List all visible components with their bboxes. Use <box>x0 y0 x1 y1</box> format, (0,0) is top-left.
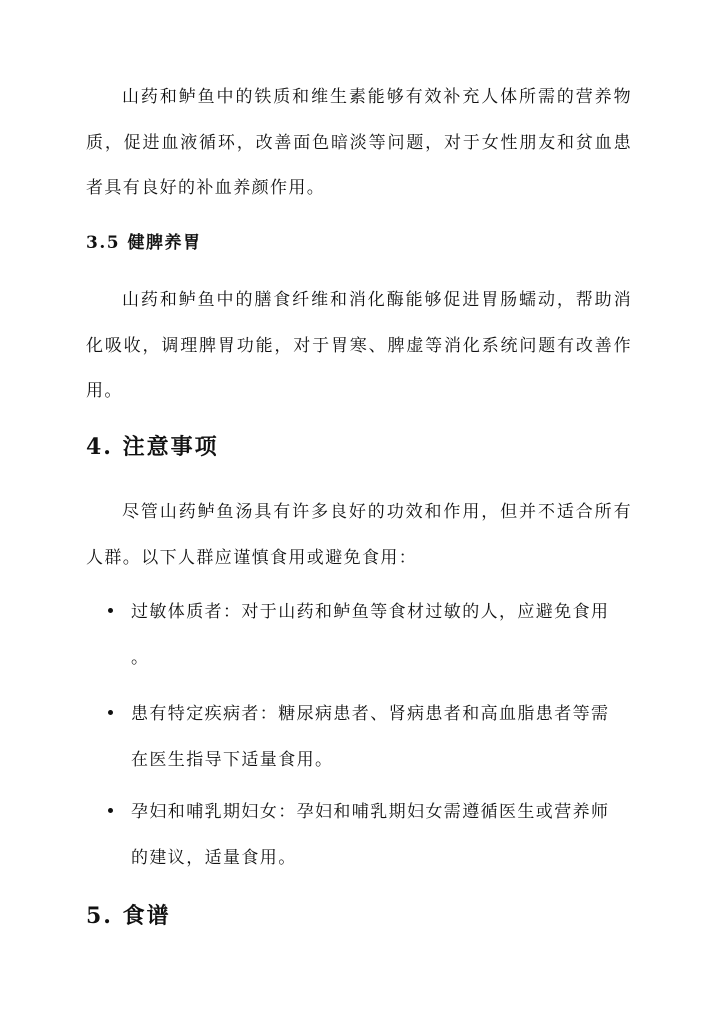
list-item <box>110 691 630 783</box>
bullet-icon <box>108 808 113 813</box>
blood-nourishing-paragraph: 山药和鲈鱼中的铁质和维生素能够有效补充人体所需的营养物质，促进血液循环，改善面色暗淡等问题，对于女性朋友和贫血患者具有良好的补血养颜作用。 <box>86 87 632 198</box>
section-4-heading: 4. 注意事项 <box>86 434 219 460</box>
section-5-heading: 5. 食谱 <box>86 903 171 929</box>
list-item-line: 在医生指导下适量食用。 <box>131 750 334 770</box>
list-item-line: 。 <box>131 648 150 668</box>
list-item-line: 患有特定疾病者：糖尿病患者、肾病患者和高血脂患者等需 <box>131 704 610 724</box>
spleen-stomach-paragraph: 山药和鲈鱼中的膳食纤维和消化酶能够促进胃肠蠕动，帮助消化吸收，调理脾胃功能，对于胃寒、脾虚等消化系统问题有改善作用。 <box>86 290 632 401</box>
bullet-icon <box>108 710 113 715</box>
list-item <box>110 589 630 681</box>
section-3-5-heading: 3.5 健脾养胃 <box>86 233 202 253</box>
precautions-intro-paragraph: 尽管山药鲈鱼汤具有许多良好的功效和作用，但并不适合所有人群。以下人群应谨慎食用或避免食用： <box>86 502 632 568</box>
bullet-icon <box>108 608 113 613</box>
list-item <box>110 789 630 881</box>
list-item-line: 孕妇和哺乳期妇女：孕妇和哺乳期妇女需遵循医生或营养师 <box>131 802 610 822</box>
list-item-line: 的建议，适量食用。 <box>131 848 297 868</box>
list-item-line: 过敏体质者：对于山药和鲈鱼等食材过敏的人，应避免食用 <box>131 602 610 622</box>
